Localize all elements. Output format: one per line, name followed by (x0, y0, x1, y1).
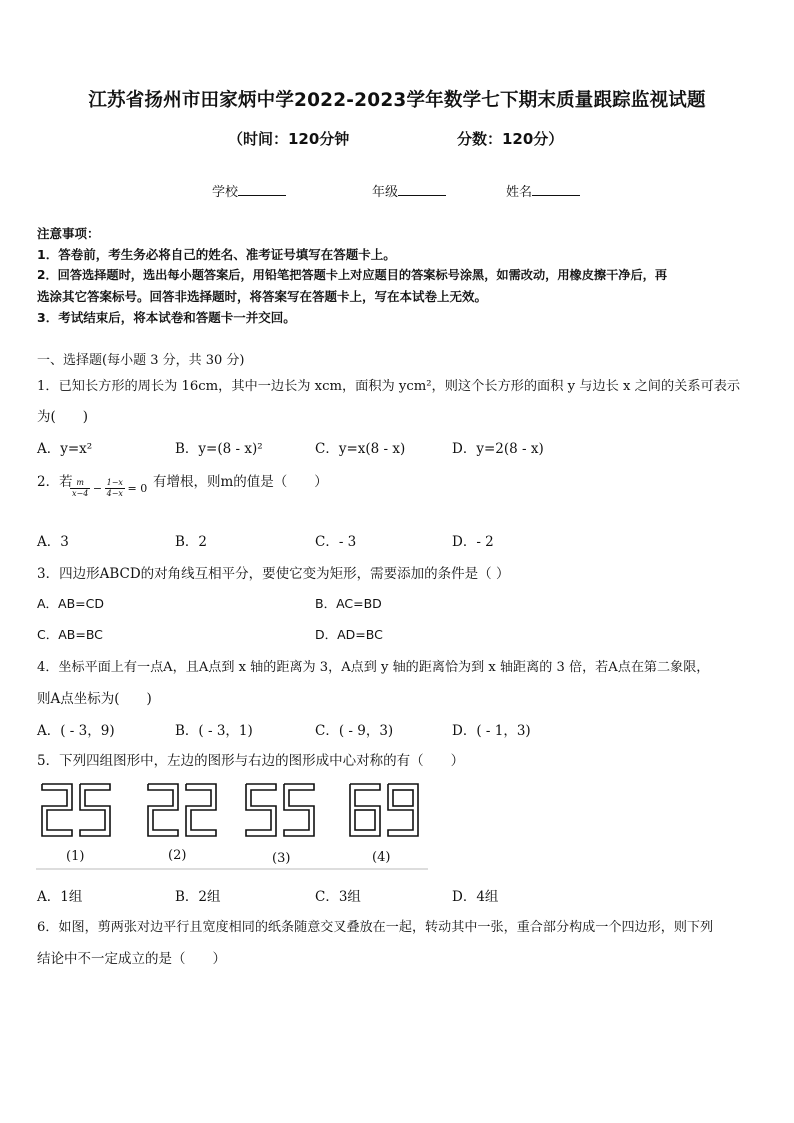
q2-suffix: 有增根，则m的值是（ ） (153, 474, 328, 490)
q4-option-b: B．( - 3，1) (175, 723, 253, 739)
q5-option-a: A．1组 (37, 889, 83, 905)
grade-blank (398, 183, 446, 196)
name-field (506, 181, 580, 200)
q4-line-2: 则A点坐标为( ) (37, 691, 152, 707)
q1-line-1: 1．已知长方形的周长为 16cm，其中一边长为 xcm，面积为 ycm²，则这个长方形的面积 y 与边长 x 之间的关系可表示 (37, 379, 741, 394)
q3-option-d: D．AD=BC (315, 627, 383, 642)
q4-option-a: A．( - 3，9) (37, 723, 115, 739)
q1-option-c: C．y=x(8 - x) (315, 441, 406, 457)
q3-option-a: A．AB=CD (37, 596, 105, 611)
q1-option-b: B．y=(8 - x)² (175, 441, 263, 457)
q2-fraction-1 (70, 478, 90, 499)
notes-line-2b: 选涂其它答案标号。回答非选择题时，将答案写在答题卡上，写在本试卷上无效。 (37, 289, 488, 304)
q3-option-b: B．AC=BD (315, 596, 382, 611)
q5-option-b: B．2组 (175, 889, 221, 905)
figure-1-glyphs (42, 784, 110, 836)
page-title: 江苏省扬州市田家炳中学2022-2023学年数学七下期末质量跟踪监视试题 (88, 90, 706, 111)
q5-figure (36, 778, 428, 870)
q2-option-d: D．- 2 (452, 534, 494, 550)
q1-option-d: D．y=2(8 - x) (452, 441, 544, 457)
school-label: 学校 (212, 185, 239, 200)
q2-fraction-2 (105, 478, 125, 499)
q3-option-c: C．AB=BC (37, 627, 103, 642)
q2-f1-num: m (70, 478, 90, 489)
q2-f2-den: 4−x (106, 489, 123, 498)
name-label: 姓名 (506, 185, 533, 200)
school-blank (238, 183, 286, 196)
figure-label-3: (3) (272, 851, 291, 866)
school-field (212, 181, 286, 200)
q5-line-1: 5．下列四组图形中，左边的图形与右边的图形成中心对称的有（ ） (37, 753, 465, 769)
q2-f1-den: x−4 (72, 489, 89, 498)
notes-line-2a: 2．回答选择题时，选出每小题答案后，用铅笔把答题卡上对应题目的答案标号涂黑，如需改动，用橡皮擦干净后，再 (37, 268, 668, 282)
figure-label-2: (2) (168, 848, 187, 863)
q2-prefix: 2．若 (37, 474, 73, 490)
q5-option-d: D．4组 (452, 889, 499, 905)
q3-line-1: 3．四边形ABCD的对角线互相平分，要使它变为矩形，需要添加的条件是（ ） (37, 566, 510, 582)
q6-line-1: 6．如图，剪两张对边平行且宽度相同的纸条随意交叉叠放在一起，转动其中一张，重合部分构成一个四边形，则下列 (37, 920, 714, 935)
q2-option-c: C．- 3 (315, 534, 357, 550)
q5-figure-svg (36, 778, 428, 870)
q5-option-c: C．3组 (315, 889, 361, 905)
time-label: （时间：120分钟 (228, 130, 350, 148)
q2-option-b: B．2 (175, 534, 208, 550)
q4-option-c: C．( - 9，3) (315, 723, 394, 739)
notes-heading: 注意事项： (37, 226, 100, 241)
q1-line-2: 为( ) (37, 409, 89, 425)
q2-option-a: A．3 (37, 534, 69, 550)
q2-f2-num: 1−x (106, 478, 123, 487)
q1-option-a: A．y=x² (37, 441, 93, 457)
q2-equation (70, 478, 147, 499)
grade-field (372, 181, 446, 200)
figure-label-4: (4) (372, 850, 391, 865)
figure-2-glyphs (148, 784, 216, 836)
grade-label: 年级 (372, 185, 399, 200)
q4-line-1: 4．坐标平面上有一点A，且A点到 x 轴的距离为 3，A点到 y 轴的距离恰为到 x 轴距离的 3 倍，若A点在第二象限， (37, 660, 710, 675)
name-blank (532, 183, 580, 196)
figure-3-glyphs (246, 784, 314, 836)
q2-equals: = 0 (127, 482, 148, 495)
section-heading: 一、选择题(每小题 3 分，共 30 分) (37, 353, 245, 368)
notes-line-1: 1．答卷前，考生务必将自己的姓名、准考证号填写在答题卡上。 (37, 247, 396, 262)
q2-minus: − (92, 482, 103, 495)
figure-label-1: (1) (66, 849, 85, 864)
q4-option-d: D．( - 1，3) (452, 723, 531, 739)
q6-line-2: 结论中不一定成立的是（ ） (37, 951, 226, 967)
score-label: 分数：120分） (457, 130, 564, 148)
notes-line-3: 3．考试结束后，将本试卷和答题卡一并交回。 (37, 310, 296, 325)
figure-4-glyphs (350, 784, 418, 836)
